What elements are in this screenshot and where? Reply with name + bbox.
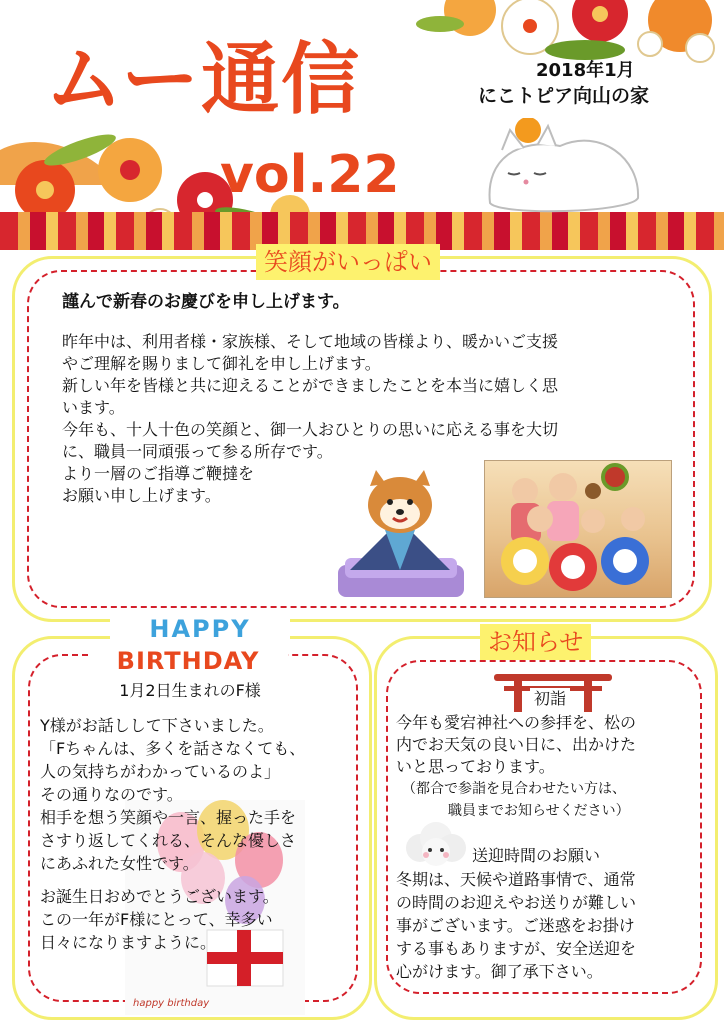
birthday-heading: 1月2日生まれのF様 [119, 681, 261, 700]
greeting-line: 新しい年を皆様と共に迎えることができましたことを本当に嬉しく思 [62, 376, 559, 395]
notice-line: 内でお天気の良い日に、出かけた [396, 735, 637, 754]
happy-banner: HAPPY [110, 615, 290, 643]
greeting-line: お願い申し上げます。 [62, 486, 221, 505]
birthday-body [40, 714, 360, 954]
notice-line: 心がけます。御了承下さい。 [396, 962, 603, 981]
greeting-line: 今年も、十人十色の笑顔と、御一人おひとりの思いに応える事を大切 [62, 420, 559, 439]
volume-number: vol.22 [220, 145, 400, 205]
staff-group-photo [484, 460, 672, 598]
facility-name: にこトピア向山の家 [478, 85, 650, 107]
greeting-line: より一層のご指導ご鞭撻を [62, 464, 255, 483]
notice-item1-title: 初詣 [530, 688, 570, 710]
notice-line: 事がございます。ご迷惑をお掛け [396, 916, 635, 935]
notice-line: する事もありますが、安全送迎を [396, 939, 637, 958]
notice-line: （都合で参詣を見合わせたい方は、 [402, 781, 626, 797]
shiba-dog-ornament [330, 470, 470, 605]
birthday-line: 日々になりますように。 [40, 933, 217, 952]
notice-line: 冬期は、天候や道路事情で、通常 [396, 870, 636, 889]
greeting-tag: 笑顔がいっぱい [256, 244, 440, 280]
birthday-line: お誕生日おめでとうございます。 [40, 887, 279, 906]
notice-item1-body [396, 712, 696, 822]
birthday-banner: BIRTHDAY [88, 646, 288, 676]
greeting-line: 昨年中は、利用者様・家族様、そして地域の皆様より、暖かいご支援 [62, 332, 559, 351]
birthday-line: にあふれた女性です。 [40, 854, 199, 873]
birthday-line: 「Fちゃんは、多くを話さなくても、 [40, 739, 306, 758]
notice-line: 職員までお知らせください） [448, 803, 630, 819]
newsletter-title: ムー通信 [45, 35, 362, 125]
greeting-line: に、職員一同頑張って参る所存です。 [62, 442, 333, 461]
birthday-line: その通りなのです。 [40, 785, 183, 804]
birthday-line: この一年がF様にとって、幸多い [40, 910, 273, 929]
notice-line: いと思っております。 [396, 757, 555, 776]
notice-line: の時間のお迎えやお送りが難しい [396, 893, 637, 912]
greeting-heading: 謹んで新春のお慶びを申し上げます。 [62, 292, 350, 312]
issue-date: 2018年1月 [536, 60, 635, 81]
cloud-sheep-icon [404, 822, 468, 868]
birthday-line: さすり返してくれる、そんな優しさ [40, 831, 297, 850]
notice-item2-body [396, 868, 696, 983]
staff-photo-illustration [485, 461, 671, 597]
notice-item2-title: 送迎時間のお願い [472, 846, 601, 865]
card-caption: happy birthday [133, 998, 210, 1009]
birthday-line: 人の気持ちがわかっているのよ」 [40, 762, 281, 781]
notice-tag: お知らせ [480, 624, 591, 660]
birthday-line: 相手を想う笑顔や一言、握った手を [40, 808, 297, 827]
greeting-line: やご理解を賜りまして御礼を申し上げます。 [62, 354, 381, 373]
birthday-line: Y様がお話しして下さいました。 [40, 716, 274, 735]
notice-line: 今年も愛宕神社への参拝を、松の [396, 713, 637, 732]
greeting-line: います。 [62, 398, 125, 417]
sleeping-cat-illustration [480, 118, 650, 218]
